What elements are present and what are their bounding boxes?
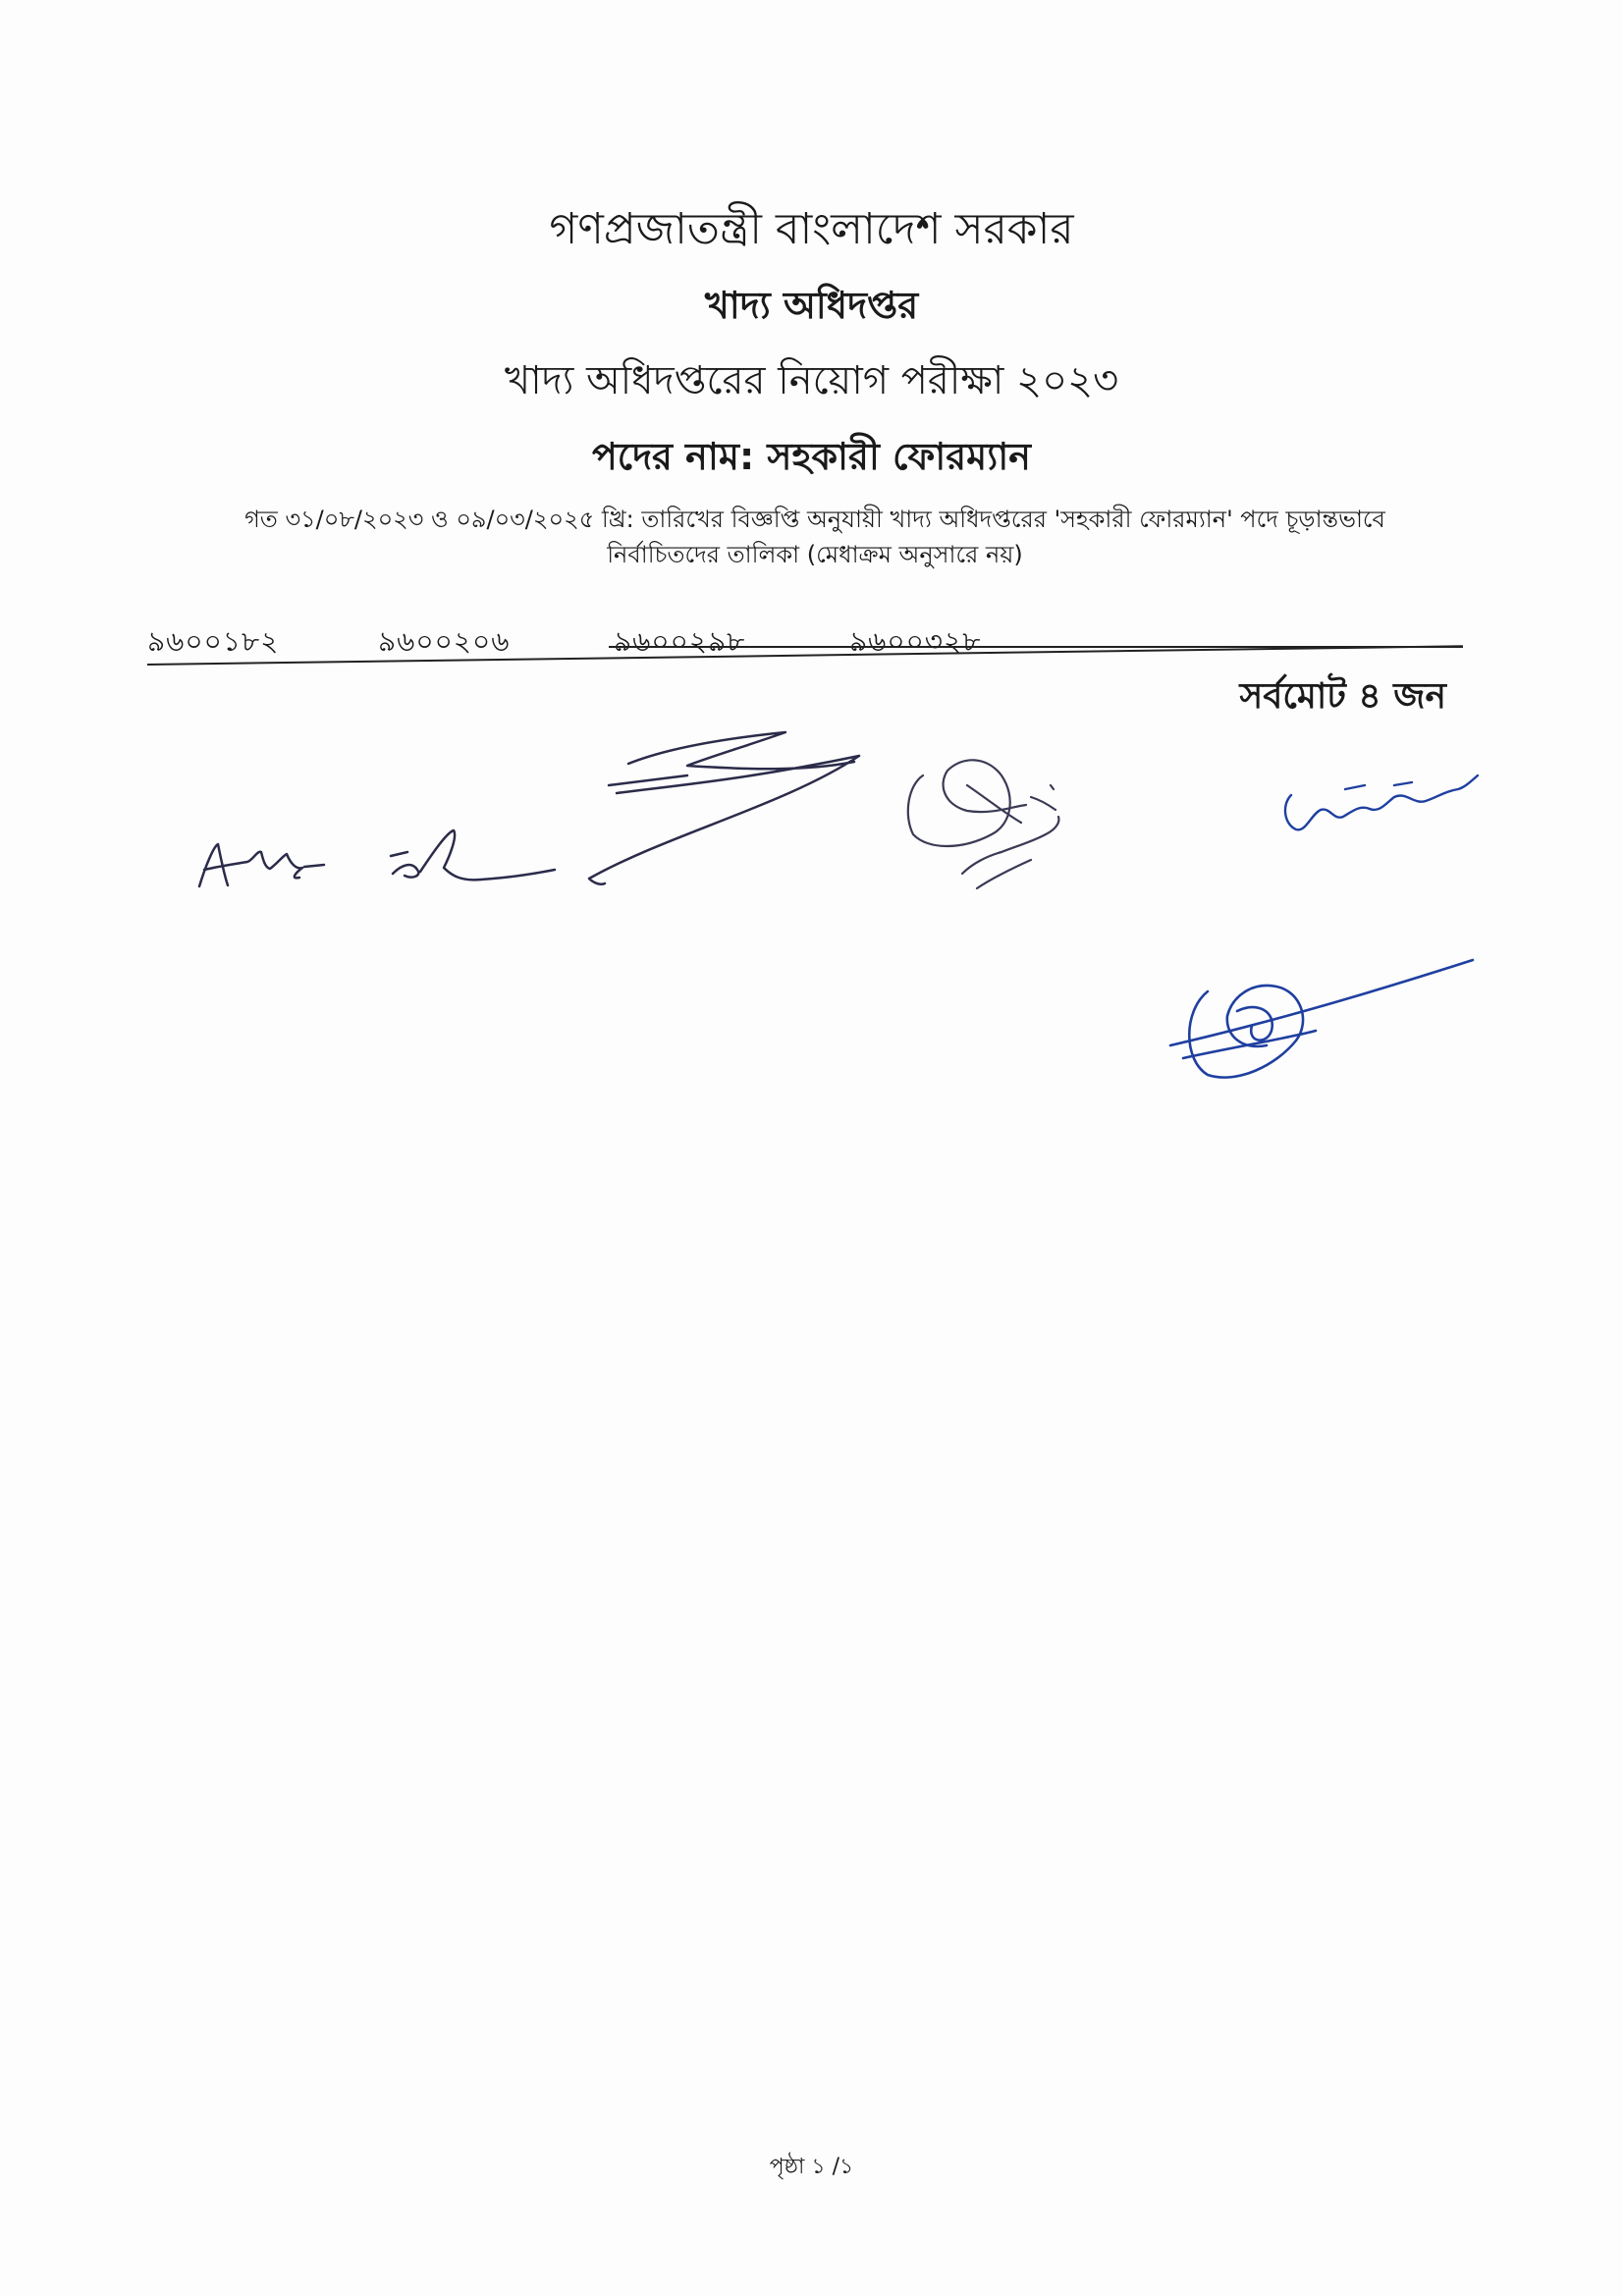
roll-number: ৯৬০০৩২৮ (849, 625, 982, 658)
department-title: খাদ্য অধিদপ্তর (704, 284, 919, 327)
signature-2 (391, 830, 555, 880)
signature-1 (199, 844, 324, 886)
total-count: সর্বমোট ৪ জন (1239, 676, 1446, 717)
signature-3 (589, 732, 859, 884)
page-number: পৃষ্ঠা ১ /১ (769, 2155, 854, 2179)
government-title: গণপ্রজাতন্ত্রী বাংলাদেশ সরকার (549, 204, 1074, 254)
post-title: পদের নাম: সহকারী ফোরম্যান (592, 435, 1031, 478)
notice-text-line-2: নির্বাচিতদের তালিকা (মেধাক্রম অনুসারে নয়) (607, 541, 1023, 568)
signature-4 (908, 760, 1059, 888)
roll-number: ৯৬০০১৮২ (147, 625, 280, 658)
roll-number: ৯৬০০২৯৮ (614, 625, 746, 658)
roll-number: ৯৬০০২০৬ (378, 625, 511, 658)
signature-6 (1170, 960, 1473, 1078)
notice-text-line-1: গত ৩১/০৮/২০২৩ ও ০৯/০৩/২০২৫ খ্রি: তারিখের বিজ্ঞপ্তি অনুযায়ী খাদ্য অধিদপ্তরের 'সহকারী ফোরম্যান' পদে চূড়ান্তভাবে (244, 506, 1385, 533)
signature-5 (1285, 775, 1478, 829)
exam-title: খাদ্য অধিদপ্তরের নিয়োগ পরীক্ষা ২০২৩ (504, 358, 1119, 403)
